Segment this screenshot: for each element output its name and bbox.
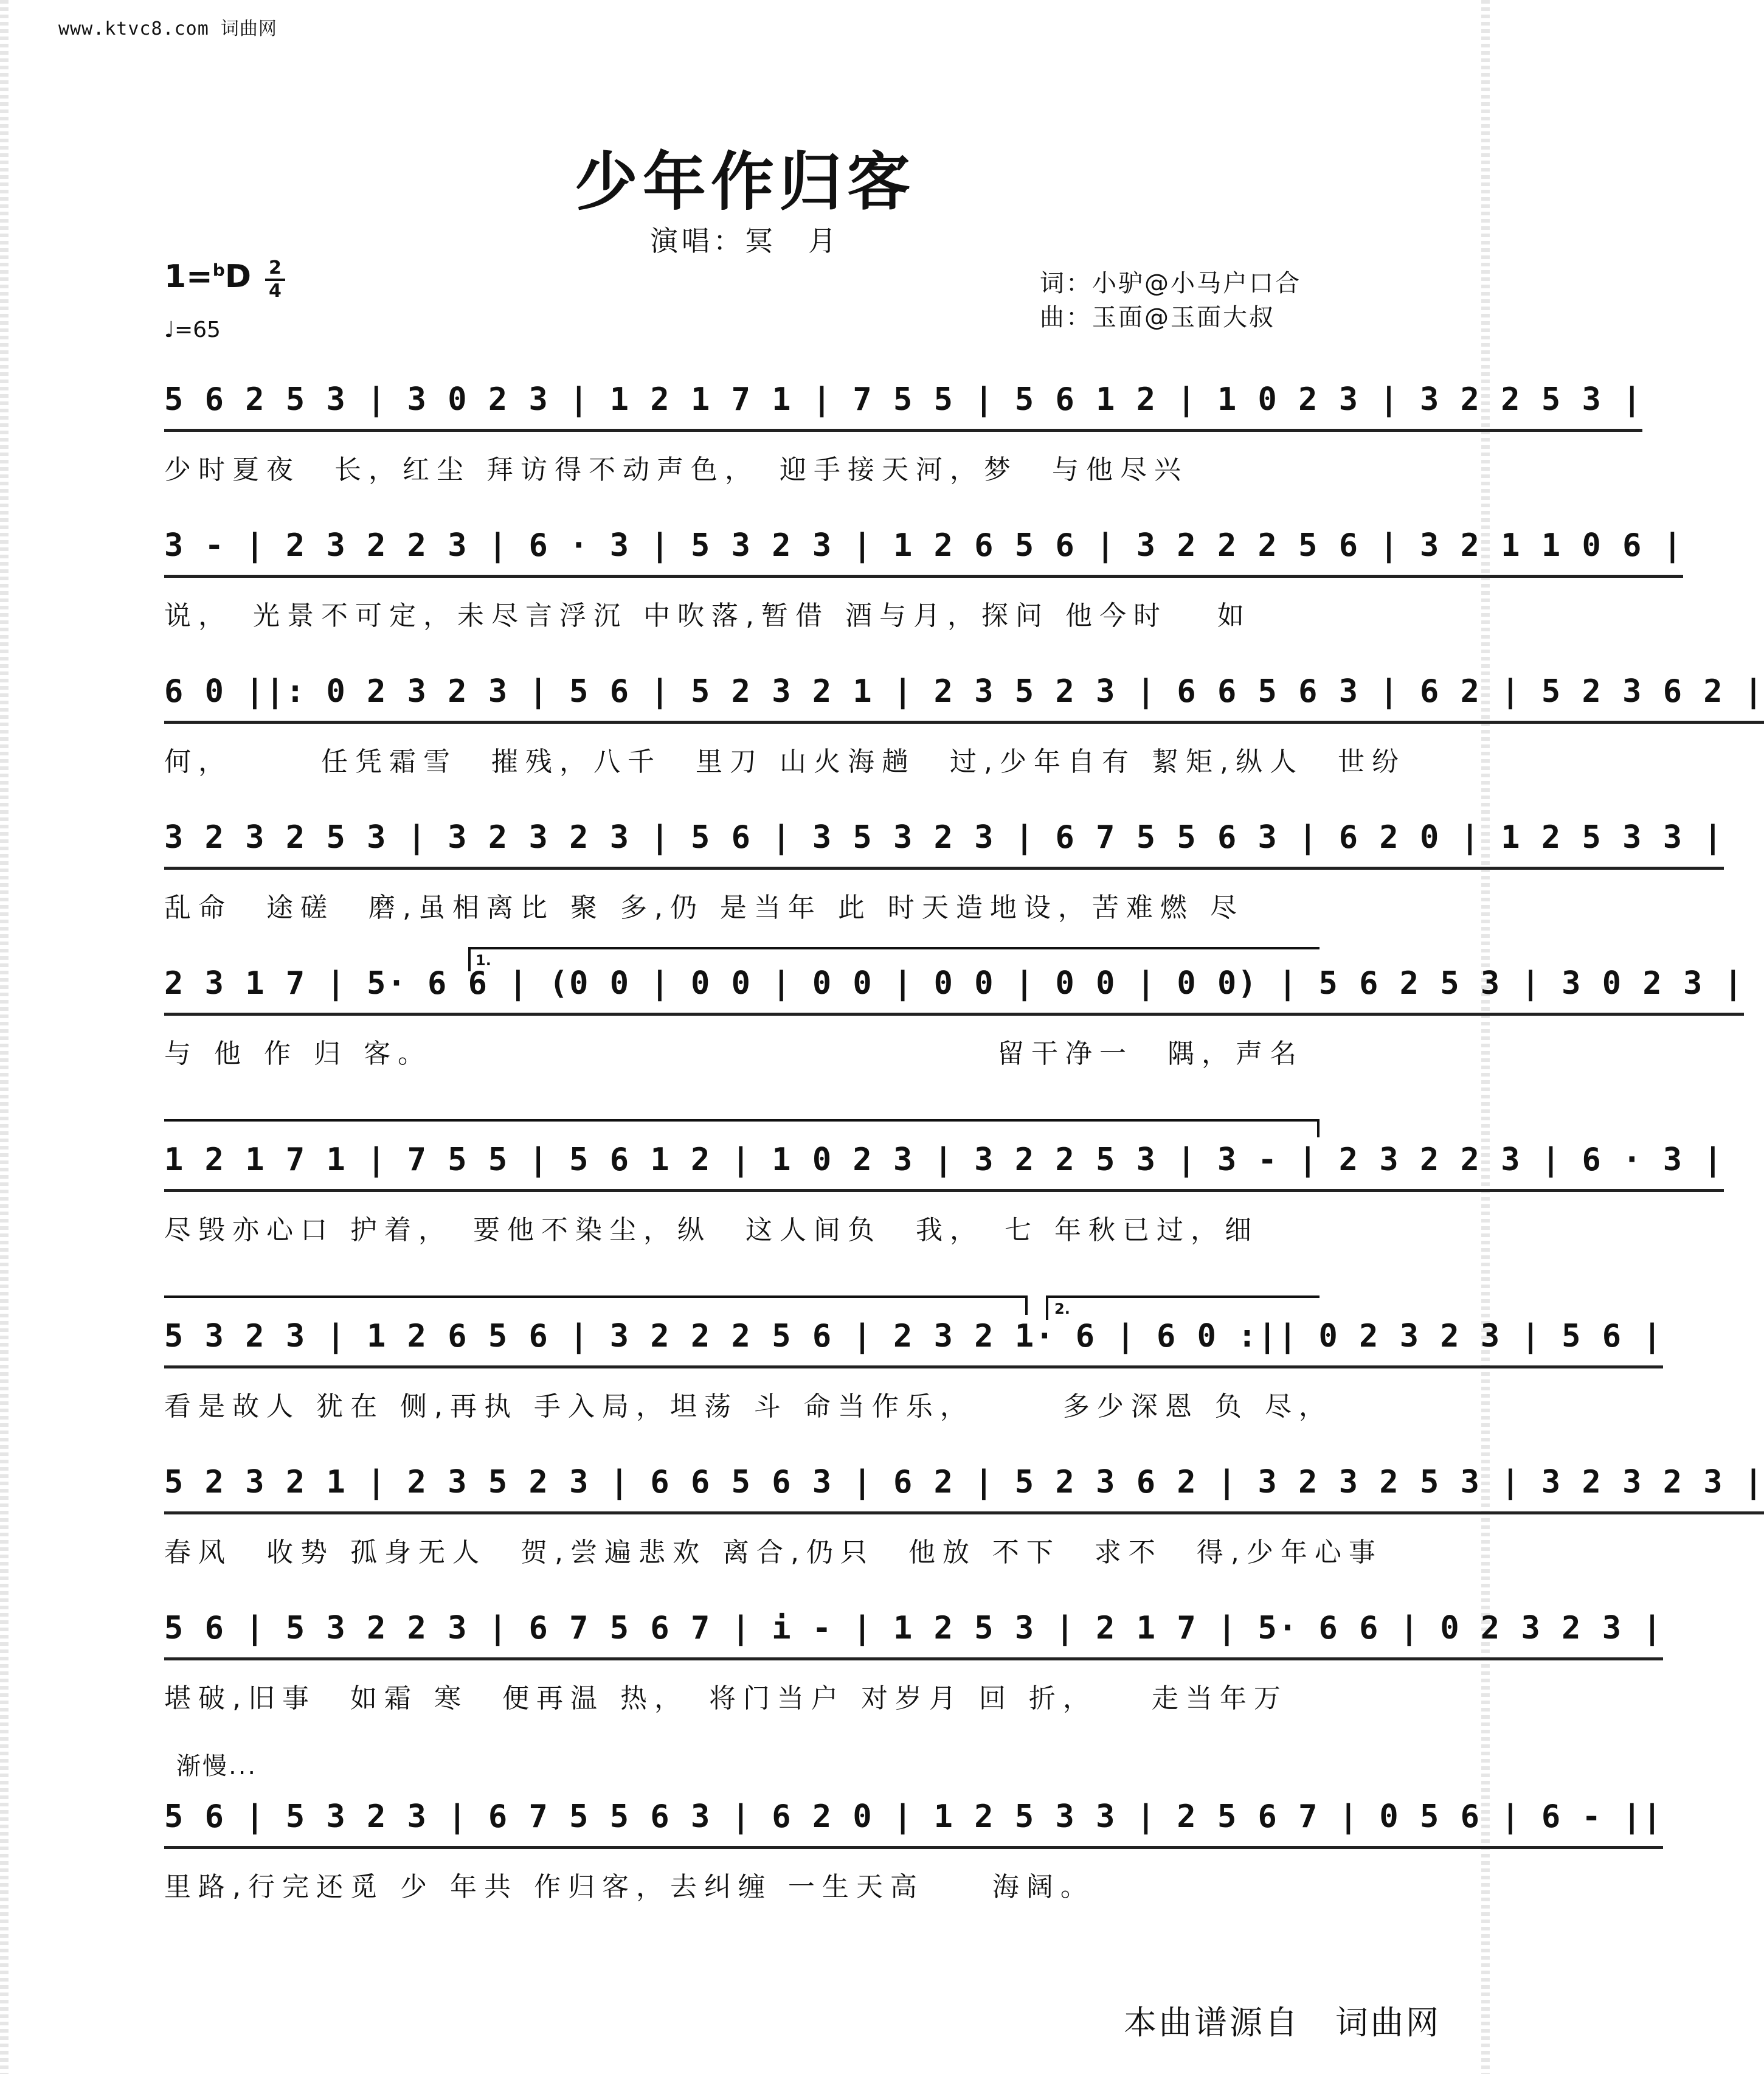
lyrics-line: 少时夏夜 长，红尘 拜访得不动声色， 迎手接天河，梦 与他尽兴 <box>164 454 1188 485</box>
notation-text: 1 2 1 7 1 | 7 5 5 | 5 6 1 2 | 1 0 2 3 | 3 2 2 5 3 | 3 - | 2 3 2 2 3 | 6 · 3 | <box>164 1142 1724 1192</box>
notation-line <box>164 1441 1764 1514</box>
lyrics-line: 尽毁亦心口 护着， 要他不染尘，纵 这人间负 我， 七 年秋已过，细 <box>164 1215 1259 1246</box>
ritardando-annotation: 渐慢... <box>176 1752 258 1780</box>
score-row <box>164 1295 1663 1423</box>
notation-line <box>164 359 1643 432</box>
time-signature <box>265 258 285 302</box>
lyrics-line: 与 他 作 归 客。 留干净一 隅，声名 <box>164 1038 1304 1069</box>
lyrics-line: 乱命 途磋 磨,虽相离比 聚 多,仍 是当年 此 时天造地设，苦难燃 尽 <box>164 892 1244 923</box>
lyrics-line: 堪破,旧事 如霜 寒 便再温 热， 将门当户 对岁月 回 折， 走当年万 <box>164 1683 1288 1714</box>
notation-text: 5 3 2 3 | 1 2 6 5 6 | 3 2 2 2 5 6 | 2 3 2 1· 6 | 6 0 :|| 0 2 3 2 3 | 5 6 | <box>164 1318 1663 1368</box>
notation-text: 6 0 ||: 0 2 3 2 3 | 5 6 | 5 2 3 2 1 | 2 3 5 2 3 | 6 6 5 6 3 | 6 2 | 5 2 3 6 2 | <box>164 673 1764 724</box>
notation-line <box>164 1587 1663 1660</box>
score-row <box>164 797 1724 924</box>
notation-line <box>164 943 1744 1016</box>
score-row <box>164 505 1683 633</box>
lyrics-line: 里路,行完还觅 少 年共 作归客，去纠缠 一生天高 海阔。 <box>164 1871 1095 1902</box>
volta-2-label: 2. <box>1054 1300 1070 1317</box>
score-row <box>164 943 1744 1070</box>
score-row <box>164 651 1764 779</box>
right-border-decoration <box>1481 0 1490 2074</box>
lyrics-line: 看是故人 犹在 侧,再执 手入局，坦荡 斗 命当作乐， 多少深恩 负 尽， <box>164 1391 1333 1422</box>
lyricist-line: 词：小驴@小马户口合 <box>1040 269 1301 297</box>
notation-text: 5 6 | 5 3 2 3 | 6 7 5 5 6 3 | 6 2 0 | 1 2 5 3 3 | 2 5 6 7 | 0 5 6 | 6 - || <box>164 1798 1663 1849</box>
song-title: 少年作归客 <box>574 144 915 219</box>
notation-line <box>164 797 1724 870</box>
notation-line <box>164 505 1683 578</box>
notation-text: 3 2 3 2 5 3 | 3 2 3 2 3 | 5 6 | 3 5 3 2 3 | 6 7 5 5 6 3 | 6 2 0 | 1 2 5 3 3 | <box>164 819 1724 870</box>
singer-line: 演唱：冥 月 <box>650 224 840 257</box>
tempo-marking: ♩=65 <box>164 317 221 342</box>
key-flat: b <box>212 260 225 280</box>
score-row <box>164 1587 1663 1715</box>
lyrics-line: 说， 光景不可定，未尽言浮沉 中吹落,暂借 酒与月，探问 他今时 如 <box>164 600 1251 631</box>
notation-text: 5 2 3 2 1 | 2 3 5 2 3 | 6 6 5 6 3 | 6 2 | 5 2 3 6 2 | 3 2 3 2 5 3 | 3 2 3 2 3 | <box>164 1464 1764 1514</box>
notation-text: 3 - | 2 3 2 2 3 | 6 · 3 | 5 3 2 3 | 1 2 6 5 6 | 3 2 2 2 5 6 | 3 2 1 1 0 6 | <box>164 527 1683 578</box>
key-prefix: 1= <box>164 258 213 295</box>
score-row <box>164 1776 1663 1904</box>
score-row <box>164 1441 1764 1569</box>
notation-line <box>164 1776 1663 1849</box>
left-border-decoration <box>0 0 9 2074</box>
source-footer: 本曲谱源自 词曲网 <box>1124 2003 1441 2042</box>
notation-text: 2 3 1 7 | 5· 6 6 | (0 0 | 0 0 | 0 0 | 0 0 | 0 0 | 0 0) | 5 6 2 5 3 | 3 0 2 3 | <box>164 965 1744 1016</box>
notation-line <box>164 651 1764 724</box>
key-signature <box>164 258 251 295</box>
score-row <box>164 359 1643 487</box>
notation-line <box>164 1295 1663 1368</box>
notation-line <box>164 1119 1724 1192</box>
notation-text: 5 6 | 5 3 2 2 3 | 6 7 5 6 7 | i - | 1 2 5 3 | 2 1 7 | 5· 6 6 | 0 2 3 2 3 | <box>164 1610 1663 1660</box>
meter-top: 2 <box>265 258 285 281</box>
volta-1-label: 1. <box>476 952 491 969</box>
composer-line: 曲：玉面@玉面大叔 <box>1040 303 1275 331</box>
lyrics-line: 何， 任凭霜雪 摧残，八千 里刀 山火海趟 过,少年自有 絜矩,纵人 世纷 <box>164 746 1406 777</box>
key-note: D <box>224 258 251 295</box>
score-row <box>164 1119 1724 1247</box>
credits <box>1040 266 1301 335</box>
lyrics-line: 春风 收势 孤身无人 贺,尝遍悲欢 离合,仍只 他放 不下 求不 得,少年心事 <box>164 1537 1383 1568</box>
site-url: www.ktvc8.com 词曲网 <box>58 18 277 40</box>
meter-bottom: 4 <box>269 280 282 302</box>
notation-text: 5 6 2 5 3 | 3 0 2 3 | 1 2 1 7 1 | 7 5 5 | 5 6 1 2 | 1 0 2 3 | 3 2 2 5 3 | <box>164 381 1642 432</box>
